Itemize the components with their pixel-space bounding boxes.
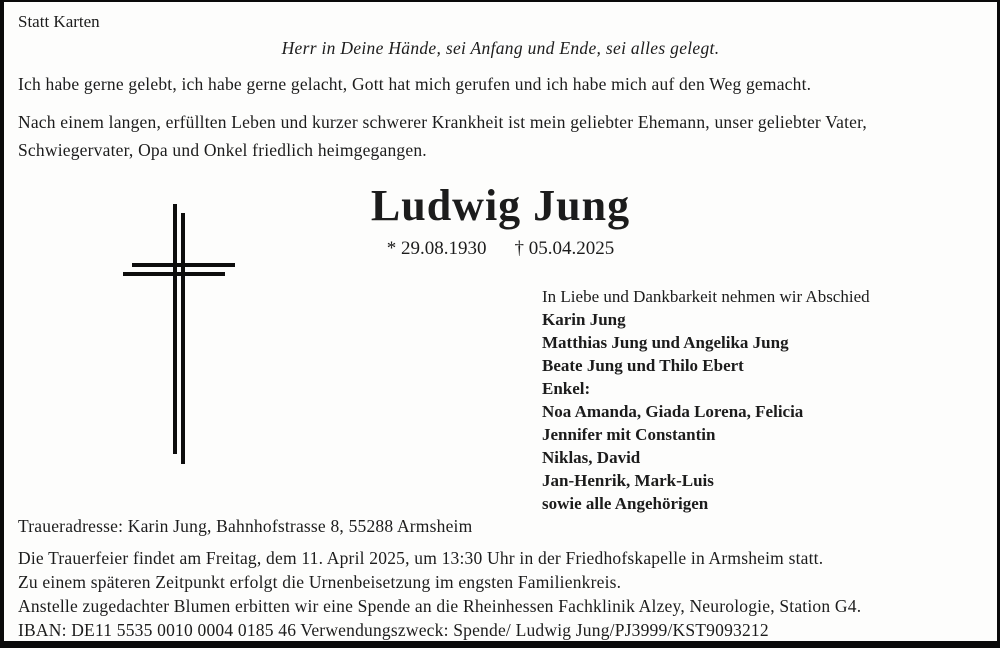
mourner-name-4: Noa Amanda, Giada Lorena, Felicia (542, 402, 804, 421)
funeral-info-block (18, 546, 861, 642)
mourners-intro: In Liebe und Dankbarkeit nehmen wir Abschied (542, 287, 870, 306)
intro-paragraph-2-line-1: Nach einem langen, erfüllten Leben und kurzer schwerer Krankheit ist mein geliebter Ehemann, unser geliebter Vater, (18, 112, 868, 132)
mourners-block (542, 285, 870, 515)
mourner-name-1: Karin Jung (542, 310, 626, 329)
intro-paragraph-1: Ich habe gerne gelebt, ich habe gerne gelacht, Gott hat mich gerufen und ich habe mich auf den Weg gemacht. (18, 74, 812, 94)
mourning-address: Traueradresse: Karin Jung, Bahnhofstrasse 8, 55288 Armsheim (18, 516, 473, 536)
motto-line: Herr in Deine Hände, sei Anfang und Ende, sei alles gelegt. (281, 38, 720, 58)
mourner-name-8: sowie alle Angehörigen (542, 494, 709, 513)
birth-date: * 29.08.1930 (386, 238, 487, 259)
deceased-name: Ludwig Jung (370, 181, 631, 230)
statt-karten-label: Statt Karten (18, 12, 100, 31)
death-date: † 05.04.2025 (514, 238, 615, 259)
cross-horizontal-bar-lower (123, 272, 225, 276)
mourner-name-3: Beate Jung und Thilo Ebert (542, 356, 744, 375)
iban-line: IBAN: DE11 5535 0010 0004 0185 46 Verwendungszweck: Spende/ Ludwig Jung/PJ3999/KST9093212 (18, 620, 769, 640)
life-dates (4, 238, 997, 260)
mourner-name-6: Niklas, David (542, 448, 641, 467)
intro-paragraph-2-line-2: Schwiegervater, Opa und Onkel friedlich heimgegangen. (18, 140, 427, 160)
cross-horizontal-bar-upper (132, 263, 235, 267)
mourner-name-2: Matthias Jung und Angelika Jung (542, 333, 789, 352)
mourner-label-enkel: Enkel: (542, 379, 591, 398)
mourner-name-5: Jennifer mit Constantin (542, 425, 716, 444)
funeral-service-line: Die Trauerfeier findet am Freitag, dem 11. April 2025, um 13:30 Uhr in der Friedhofskapelle in Armsheim statt. (18, 548, 824, 568)
mourner-name-7: Jan-Henrik, Mark-Luis (542, 471, 714, 490)
urn-burial-line: Zu einem späteren Zeitpunkt erfolgt die Urnenbeisetzung im engsten Familienkreis. (18, 572, 622, 592)
intro-paragraph-2 (18, 108, 867, 164)
donation-line: Anstelle zugedachter Blumen erbitten wir eine Spende an die Rheinhessen Fachklinik Alzey, Neurologie, Station G4. (18, 596, 862, 616)
